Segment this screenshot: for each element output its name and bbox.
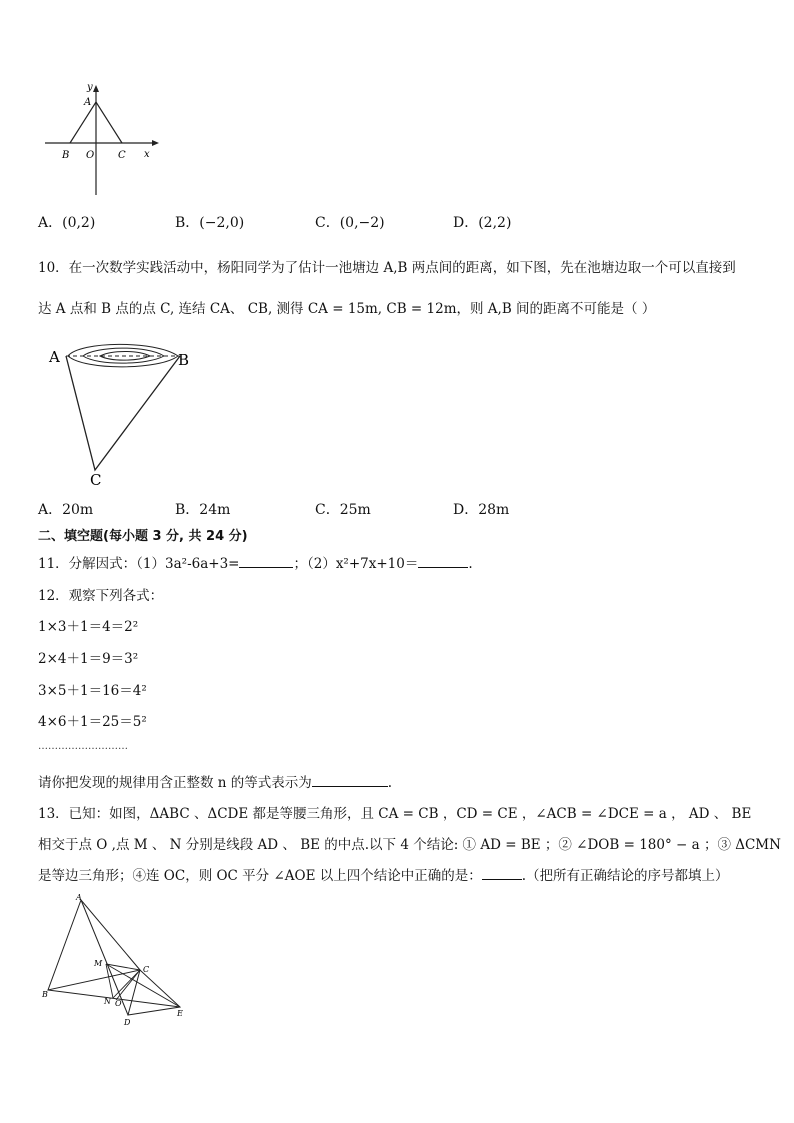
q10-option-b[interactable]: B．24m — [175, 502, 231, 518]
fig13-label-e: E — [177, 1009, 183, 1018]
q9-figure — [40, 80, 170, 200]
q10-option-a[interactable]: A．20m — [38, 502, 94, 518]
fig13-label-a: A — [76, 893, 82, 902]
q12-row-1: 1×3＋1＝4＝2² — [38, 619, 139, 635]
q12-ask — [38, 771, 392, 791]
fig9-label-a: A — [84, 97, 92, 108]
q9-option-b[interactable]: B．(−2,0) — [175, 215, 245, 231]
fig13-label-d: D — [124, 1018, 131, 1027]
fig9-label-x: x — [144, 149, 150, 160]
q13-figure — [38, 892, 198, 1032]
q11-text — [38, 552, 473, 572]
q10-text-line2: 达 A 点和 B 点的点 C, 连结 CA、 CB, 测得 CA = 15m, CB = 12m，则 A,B 间的距离不可能是（ ） — [38, 301, 656, 317]
q10-option-c[interactable]: C．25m — [315, 502, 371, 518]
section-title: 二、填空题(每小题 3 分, 共 24 分) — [38, 529, 248, 544]
fig13-label-m: M — [94, 959, 103, 968]
q13-text-line1: 13．已知：如图，ΔABC 、ΔCDE 都是等腰三角形，且 CA = CB ，CD = CE ，∠ACB = ∠DCE = a ， AD 、 BE — [38, 806, 752, 822]
q12-row-2: 2×4＋1＝9＝3² — [38, 651, 139, 667]
fig10-label-c: C — [90, 471, 102, 489]
fig9-label-b: B — [62, 150, 70, 161]
fig9-label-o: O — [86, 150, 95, 161]
q9-option-d[interactable]: D．(2,2) — [453, 215, 512, 231]
q12-row-3: 3×5＋1＝16＝4² — [38, 683, 147, 699]
q11-part1: 11．分解因式：（1）3a²-6a+3= — [38, 556, 240, 572]
q11-sep: ；（2）x²+7x+10＝ — [293, 556, 419, 572]
fig9-label-y: y — [87, 82, 93, 93]
q11-end: . — [468, 556, 473, 572]
q9-option-c[interactable]: C．(0,−2) — [315, 215, 385, 231]
q10-option-d[interactable]: D．28m — [453, 502, 510, 518]
q12-dots: ……………………… — [38, 741, 128, 752]
q11-blank-2[interactable] — [418, 555, 468, 568]
q12-ask-end: . — [387, 775, 393, 791]
q13-text-line3 — [38, 864, 729, 884]
q10-text-line1: 10．在一次数学实践活动中，杨阳同学为了估计一池塘边 A,B 两点间的距离，如下图，先在池塘边取一个可以直接到 — [38, 260, 736, 276]
q9-option-a[interactable]: A．(0,2) — [38, 215, 96, 231]
q12-ask-text: 请你把发现的规律用含正整数 n 的等式表示为 — [38, 775, 312, 791]
fig9-label-c: C — [118, 150, 126, 161]
fig10-label-a: A — [49, 348, 60, 366]
fig13-label-c: C — [143, 965, 150, 974]
q13-line3b: .（把所有正确结论的序号都填上） — [521, 868, 729, 884]
q13-blank[interactable] — [482, 867, 522, 880]
q10-figure — [40, 335, 200, 490]
q11-blank-1[interactable] — [239, 555, 293, 568]
q13-text-line2: 相交于点 O ,点 M 、 N 分别是线段 AD 、 BE 的中点.以下 4 个结论: ① AD = BE ；② ∠DOB = 180° − a ；③ ΔCMN — [38, 837, 781, 853]
fig13-label-o: O — [115, 999, 122, 1008]
q13-line3a: 是等边三角形；④连 OC，则 OC 平分 ∠AOE 以上四个结论中正确的是： — [38, 868, 482, 884]
fig13-label-b: B — [42, 990, 48, 999]
fig13-label-n: N — [104, 997, 111, 1006]
fig10-label-b: B — [178, 351, 190, 369]
q12-row-4: 4×6＋1＝25＝5² — [38, 714, 147, 730]
q12-intro: 12．观察下列各式： — [38, 588, 164, 604]
q12-blank[interactable] — [312, 774, 388, 787]
